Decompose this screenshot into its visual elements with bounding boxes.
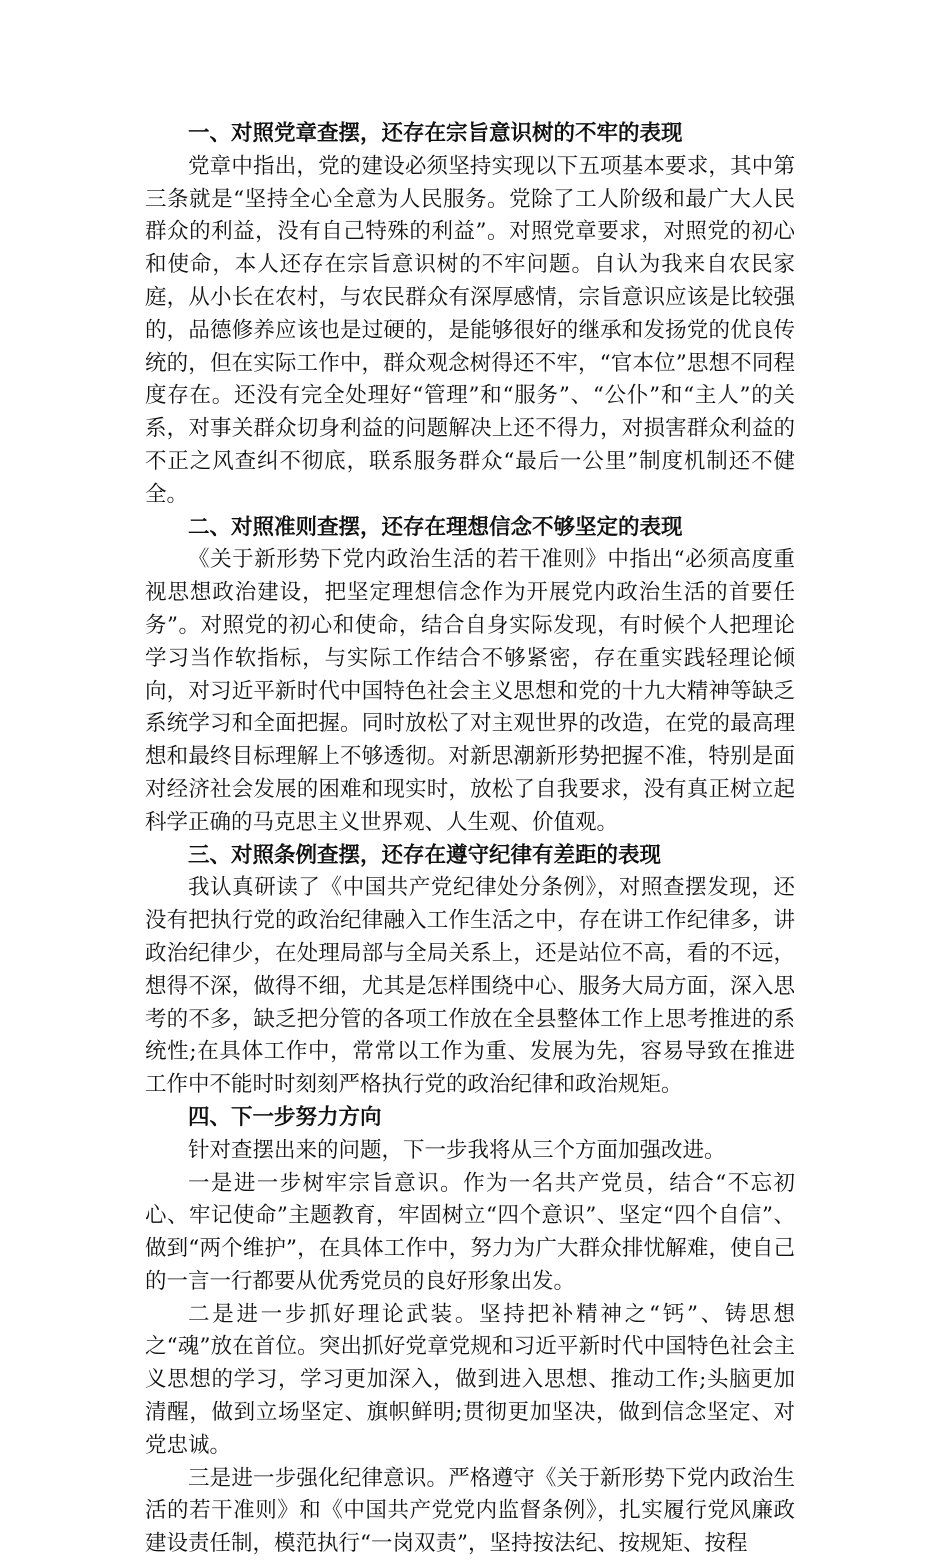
section-paragraph-3: 我认真研读了《中国共产党纪律处分条例》，对照查摆发现，还没有把执行党的政治纪律融入工作生活之中，存在讲工作纪律多，讲政治纪律少，在处理局部与全局关系上，还是站位不高，看的不远，想得不深，做得不细，尤其是怎样围绕中心、服务大局方面，深入思考的不多，缺乏把分管的各项工作放在全县整体工作上思考推进的系统性;在具体工作中，常常以工作为重、发展为先，容易导致在推进工作中不能时时刻刻严格执行党的政治纪律和政治规矩。 (145, 875, 795, 1098)
section-heading-3: 三、对照条例查摆，还存在遵守纪律有差距的表现 (188, 842, 662, 868)
improvement-paragraph-3: 三是进一步强化纪律意识。严格遵守《关于新形势下党内政治生活的若干准则》和《中国共产党党内监督条例》，扎实履行党风廉政建设责任制，模范执行“一岗双责”，坚持按法纪、按规矩、按程 (145, 1465, 795, 1557)
section-heading-2: 二、对照准则查摆，还存在理想信念不够坚定的表现 (188, 514, 683, 540)
section-heading-4: 四、下一步努力方向 (188, 1104, 382, 1130)
section-heading-1: 一、对照党章查摆，还存在宗旨意识树的不牢的表现 (188, 121, 683, 146)
section-paragraph-1: 党章中指出，党的建设必须坚持实现以下五项基本要求，其中第三条就是“坚持全心全意为人民服务。党除了工人阶级和最广大人民群众的利益，没有自己特殊的利益”。对照党章要求，对照党的初心和使命，本人还存在宗旨意识树的不牢问题。自认为我来自农民家庭，从小长在农村，与农民群众有深厚感情，宗旨意识应该是比较强的，品德修养应该也是过硬的，是能够很好的继承和发扬党的优良传统的，但在实际工作中，群众观念树得还不牢，“官本位”思想不同程度存在。还没有完全处理好“管理”和“服务”、“公仆”和“主人”的关系，对事关群众切身利益的问题解决上还不得力，对损害群众利益的不正之风查纠不彻底，联系服务群众“最后一公里”制度机制还不健全。 (145, 153, 795, 507)
document-page (145, 118, 795, 1561)
improvement-paragraph-1: 一是进一步树牢宗旨意识。作为一名共产党员，结合“不忘初心、牢记使命”主题教育，牢固树立“四个意识”、坚定“四个自信”、做到“两个维护”，在具体工作中，努力为广大群众排忧解难，使自己的一言一行都要从优秀党员的良好形象出发。 (145, 1170, 795, 1294)
improvement-paragraph-2: 二是进一步抓好理论武装。坚持把补精神之“钙”、铸思想之“魂”放在首位。突出抓好党章党规和习近平新时代中国特色社会主义思想的学习，学习更加深入，做到进入思想、推动工作;头脑更加清醒，做到立场坚定、旗帜鲜明;贯彻更加坚决，做到信念坚定、对党忠诚。 (145, 1301, 795, 1458)
intro-paragraph: 针对查摆出来的问题，下一步我将从三个方面加强改进。 (188, 1137, 726, 1163)
section-paragraph-2: 《关于新形势下党内政治生活的若干准则》中指出“必须高度重视思想政治建设，把坚定理想信念作为开展党内政治生活的首要任务”。对照党的初心和使命，结合自身实际发现，有时候个人把理论学习当作软指标，与实际工作结合不够紧密，存在重实践轻理论倾向，对习近平新时代中国特色社会主义思想和党的十九大精神等缺乏系统学习和全面把握。同时放松了对主观世界的改造，在党的最高理想和最终目标理解上不够透彻。对新思潮新形势把握不准，特别是面对经济社会发展的困难和现实时，放松了自我要求，没有真正树立起科学正确的马克思主义世界观、人生观、价值观。 (145, 547, 795, 835)
